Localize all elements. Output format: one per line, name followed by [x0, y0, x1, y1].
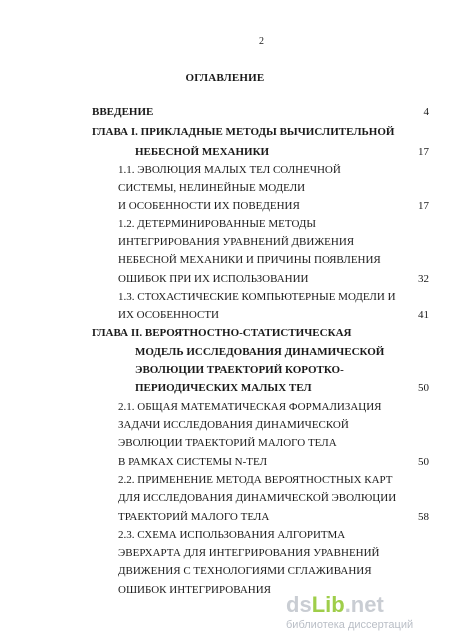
toc-ch1-line1: ГЛАВА I. ПРИКЛАДНЫЕ МЕТОДЫ ВЫЧИСЛИТЕЛЬНОЙ [92, 126, 395, 138]
logo-lib: Lib [311, 592, 345, 617]
toc-s21-line4: В РАМКАХ СИСТЕМЫ N-ТЕЛ [118, 456, 268, 468]
toc-s12-page: 32 [418, 273, 429, 285]
page-number: 2 [259, 36, 264, 47]
toc-title: ОГЛАВЛЕНИЕ [185, 72, 265, 84]
toc-s23-line1: 2.3. СХЕМА ИСПОЛЬЗОВАНИЯ АЛГОРИТМА [118, 529, 346, 541]
dslib-logo [286, 592, 384, 618]
toc-s13-line1: 1.3. СТОХАСТИЧЕСКИЕ КОМПЬЮТЕРНЫЕ МОДЕЛИ И [118, 291, 396, 303]
toc-ch2-line2: МОДЕЛЬ ИССЛЕДОВАНИЯ ДИНАМИЧЕСКОЙ [135, 346, 385, 358]
toc-ch2-line3: ЭВОЛЮЦИИ ТРАЕКТОРИЙ КОРОТКО- [135, 364, 344, 376]
toc-s13-line2: ИХ ОСОБЕННОСТИ [118, 309, 219, 321]
toc-s12-line3: НЕБЕСНОЙ МЕХАНИКИ И ПРИЧИНЫ ПОЯВЛЕНИЯ [118, 254, 381, 266]
toc-s11-line1: 1.1. ЭВОЛЮЦИЯ МАЛЫХ ТЕЛ СОЛНЕЧНОЙ [118, 164, 341, 176]
toc-s12-line1: 1.2. ДЕТЕРМИНИРОВАННЫЕ МЕТОДЫ [118, 218, 316, 230]
toc-s21-page: 50 [418, 456, 429, 468]
toc-s23-line2: ЭВЕРХАРТА ДЛЯ ИНТЕГРИРОВАНИЯ УРАВНЕНИЙ [118, 547, 380, 559]
toc-s11-page: 17 [418, 200, 429, 212]
logo-ds: ds [286, 592, 312, 617]
dslib-watermark [286, 592, 446, 632]
toc-s23-line4: ОШИБОК ИНТЕГРИРОВАНИЯ [118, 584, 272, 596]
toc-s21-line3: ЭВОЛЮЦИИ ТРАЕКТОРИЙ МАЛОГО ТЕЛА [118, 437, 337, 449]
toc-s11-line2: СИСТЕМЫ, НЕЛИНЕЙНЫЕ МОДЕЛИ [118, 182, 306, 194]
toc-s22-line2: ДЛЯ ИССЛЕДОВАНИЯ ДИНАМИЧЕСКОЙ ЭВОЛЮЦИИ [118, 492, 397, 504]
toc-ch1-line2: НЕБЕСНОЙ МЕХАНИКИ [135, 146, 270, 158]
toc-s22-line3: ТРАЕКТОРИЙ МАЛОГО ТЕЛА [118, 511, 270, 523]
toc-ch2-line1: ГЛАВА II. ВЕРОЯТНОСТНО-СТАТИСТИЧЕСКАЯ [92, 327, 352, 339]
toc-s12-line4: ОШИБОК ПРИ ИХ ИСПОЛЬЗОВАНИИ [118, 273, 309, 285]
logo-net: .net [344, 592, 384, 617]
toc-ch2-line4: ПЕРИОДИЧЕСКИХ МАЛЫХ ТЕЛ [135, 382, 312, 394]
toc-intro: ВВЕДЕНИЕ [92, 106, 154, 118]
toc-s23-line3: ДВИЖЕНИЯ С ТЕХНОЛОГИЯМИ СГЛАЖИВАНИЯ [118, 565, 372, 577]
toc-s13-page: 41 [418, 309, 429, 321]
toc-s21-line1: 2.1. ОБЩАЯ МАТЕМАТИЧЕСКАЯ ФОРМАЛИЗАЦИЯ [118, 401, 382, 413]
toc-ch2-page: 50 [418, 382, 429, 394]
toc-s22-line1: 2.2. ПРИМЕНЕНИЕ МЕТОДА ВЕРОЯТНОСТНЫХ КАРТ [118, 474, 393, 486]
toc-s22-page: 58 [418, 511, 429, 523]
watermark-subtitle: библиотека диссертаций [286, 619, 414, 631]
toc-s12-line2: ИНТЕГРИРОВАНИЯ УРАВНЕНИЙ ДВИЖЕНИЯ [118, 236, 355, 248]
toc-s21-line2: ЗАДАЧИ ИССЛЕДОВАНИЯ ДИНАМИЧЕСКОЙ [118, 419, 349, 431]
toc-intro-page: 4 [423, 106, 429, 118]
toc-ch1-page: 17 [418, 146, 429, 158]
toc-s11-line3: И ОСОБЕННОСТИ ИХ ПОВЕДЕНИЯ [118, 200, 300, 212]
